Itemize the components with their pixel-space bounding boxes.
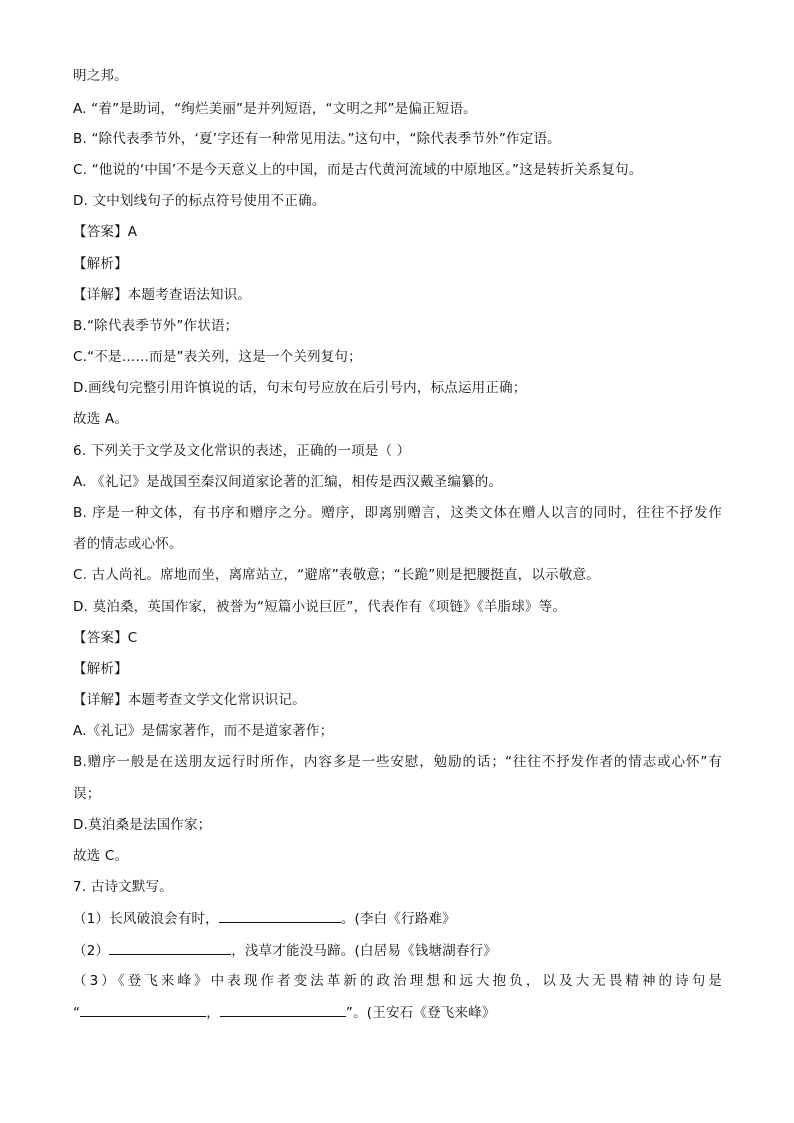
analysis-label: 【解析】 bbox=[73, 661, 128, 677]
fill-blank[interactable] bbox=[220, 1002, 346, 1017]
answer-label: 【答案】C bbox=[73, 630, 138, 646]
detail-line: 【详解】本题考查语法知识。 bbox=[73, 287, 252, 303]
option-c: C. 古人尚礼。席地而坐，离席站立，“避席”表敬意；“长跪”则是把腰挺直，以示敬意。 bbox=[73, 567, 600, 583]
fill-blank[interactable] bbox=[80, 1002, 206, 1017]
detail-line: C.“不是……而是”表关列，这是一个关列复句； bbox=[73, 349, 362, 365]
q7-item-3: （3）《登飞来峰》中表现作者变法革新的政治理想和远大抱负，以及大无畏精神的诗句是 bbox=[73, 973, 722, 989]
fill-blank[interactable] bbox=[109, 940, 231, 955]
option-d: D. 莫泊桑，英国作家，被誉为“短篇小说巨匠”，代表作有《项链》《羊脂球》等。 bbox=[73, 599, 567, 615]
question-6: 6. 下列关于文学及文化常识的表述，正确的一项是（ ） bbox=[73, 443, 411, 459]
answer-label: 【答案】A bbox=[73, 224, 138, 240]
q7-item-3-answer-line bbox=[73, 1002, 722, 1023]
detail-line: A.《礼记》是儒家著作，而不是道家著作； bbox=[73, 723, 334, 739]
analysis-label: 【解析】 bbox=[73, 256, 128, 272]
detail-line-continued: 误； bbox=[73, 786, 101, 802]
option-c: C. “他说的‘中国’不是今天意义上的中国，而是古代黄河流域的中原地区。”这是转折关系复句。 bbox=[73, 162, 643, 178]
detail-line: 故选 A。 bbox=[73, 411, 129, 427]
q7-item-2-prefix: （2） bbox=[73, 943, 110, 959]
option-d: D. 文中划线句子的标点符号使用不正确。 bbox=[73, 193, 326, 209]
option-b: B. “除代表季节外，‘夏’字还有一种常见用法。”这句中，“除代表季节外”作定语。 bbox=[73, 131, 561, 147]
detail-line: B.“除代表季节外”作状语； bbox=[73, 318, 239, 334]
option-a: A. “着”是助词，“绚烂美丽”是并列短语，“文明之邦”是偏正短语。 bbox=[73, 101, 477, 117]
option-a: A. 《礼记》是战国至秦汉间道家论著的汇编，相传是西汉戴圣编纂的。 bbox=[73, 474, 503, 490]
open-quote: “ bbox=[73, 1005, 81, 1021]
q7-item-2 bbox=[73, 940, 722, 961]
q7-item-1-prefix: （1）长风破浪会有时， bbox=[73, 911, 219, 927]
detail-line: D.画线句完整引用许慎说的话，句末句号应放在后引号内，标点运用正确； bbox=[73, 380, 527, 396]
q7-item-2-suffix: ，浅草才能没马蹄。(白居易《钱塘湖春行》 bbox=[231, 943, 497, 959]
text-line: 明之邦。 bbox=[73, 68, 128, 84]
q7-item-3-suffix: ”。(王安石《登飞来峰》 bbox=[345, 1005, 496, 1021]
comma: ， bbox=[206, 1005, 220, 1021]
option-b: B. 序是一种文体，有书序和赠序之分。赠序，即离别赠言，这类文体在赠人以言的同时，往往不抒发作 bbox=[73, 505, 722, 521]
detail-line: 故选 C。 bbox=[73, 848, 129, 864]
question-7: 7. 古诗文默写。 bbox=[73, 879, 173, 895]
detail-line: B.赠序一般是在送朋友远行时所作，内容多是一些安慰，勉励的话；“往往不抒发作者的情志或心怀”有 bbox=[73, 754, 722, 770]
option-b-continued: 者的情志或心怀。 bbox=[73, 536, 183, 552]
detail-line: D.莫泊桑是法国作家； bbox=[73, 817, 212, 833]
detail-line: 【详解】本题考查文学文化常识识记。 bbox=[73, 692, 306, 708]
q7-item-1-suffix: 。(李白《行路难》 bbox=[340, 911, 456, 927]
q7-item-1 bbox=[73, 908, 722, 929]
fill-blank[interactable] bbox=[219, 908, 341, 923]
